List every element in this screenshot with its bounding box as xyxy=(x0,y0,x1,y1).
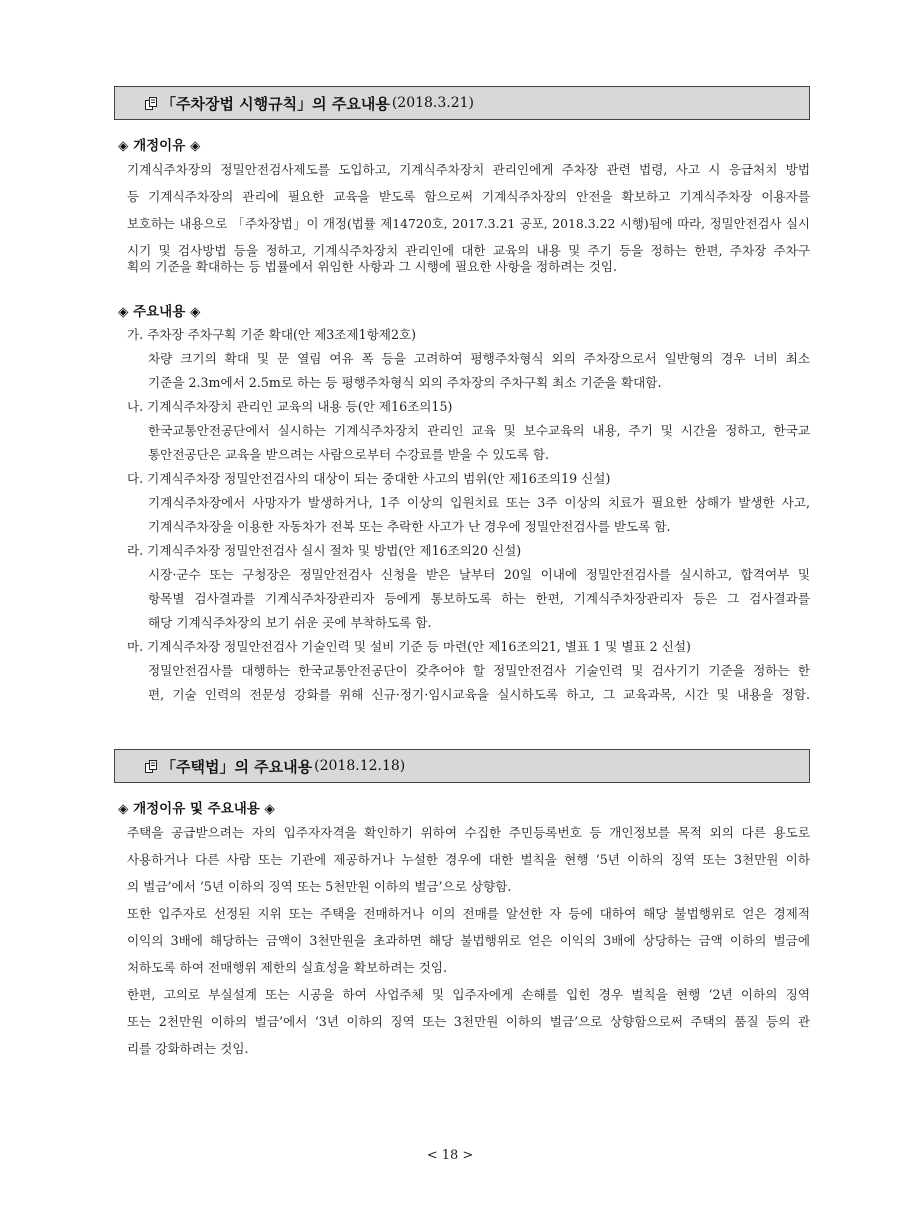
document-icon xyxy=(145,760,157,773)
content-item-line: 정밀안전검사를 대행하는 한국교통안전공단이 갖추어야 할 정밀안전검사 기술인력 및 검사기기 기준을 정하는 한 xyxy=(148,663,810,678)
reason-line: 획의 기준을 확대하는 등 법률에서 위임한 사항과 그 시행에 필요한 사항을 정하려는 것임. xyxy=(127,259,618,274)
content-item-title: 다. 기계식주차장 정밀안전검사의 대상이 되는 중대한 사고의 범위(안 제16조의19 신설) xyxy=(127,471,611,486)
section1-reason-heading: ◈ 개정이유 ◈ xyxy=(118,138,201,154)
section2-title-date: (2018.12.18) xyxy=(314,758,406,774)
content-item-line: 기계식주차장에서 사망자가 발생하거나, 1주 이상의 입원치료 또는 3주 이상의 치료가 필요한 상해가 발생한 사고, xyxy=(148,495,810,510)
section2-line: 사용하거나 다른 사람 또는 기관에 제공하거나 누설한 경우에 대한 벌칙을 현행 ‘5년 이하의 징역 또는 3천만원 이하 xyxy=(127,852,810,867)
reason-line: 등 기계식주차장의 관리에 필요한 교육을 받도록 함으로써 기계식주차장의 안전을 확보하고 기계식주차장 이용자를 xyxy=(127,189,810,204)
page-number: < 18 > xyxy=(426,1148,474,1163)
content-item-line: 항목별 검사결과를 기계식주차장관리자 등에게 통보하도록 하는 한편, 기계식주차장관리자 등은 그 검사결과를 xyxy=(148,591,810,606)
content-item-line: 편, 기술 인력의 전문성 강화를 위해 신규·정기·임시교육을 실시하도록 하고, 그 교육과목, 시간 및 내용을 정함. xyxy=(148,687,810,702)
document-icon xyxy=(145,97,157,110)
content-item-line: 통안전공단은 교육을 받으려는 사람으로부터 수강료를 받을 수 있도록 함. xyxy=(148,447,549,462)
reason-line: 기계식주차장의 정밀안전검사제도를 도입하고, 기계식주차장치 관리인에게 주차장 관련 법령, 사고 시 응급처치 방법 xyxy=(127,162,810,177)
section2-line: 주택을 공급받으려는 자의 입주자자격을 확인하기 위하여 수집한 주민등록번호 등 개인정보를 목적 외의 다른 용도로 xyxy=(127,825,810,840)
section1-title: 「주차장법 시행규칙」의 주요내용 xyxy=(161,94,390,113)
reason-line: 시기 및 검사방법 등을 정하고, 기계식주차장치 관리인에 대한 교육의 내용 및 주기 등을 정하는 한편, 주차장 주차구 xyxy=(127,243,810,258)
content-item-line: 차량 크기의 확대 및 문 열림 여유 폭 등을 고려하여 평행주차형식 외의 주차장으로서 일반형의 경우 너비 최소 xyxy=(148,351,810,366)
section2-line: 의 벌금’에서 ‘5년 이하의 징역 또는 5천만원 이하의 벌금’으로 상향함. xyxy=(127,879,512,894)
section2-heading: ◈ 개정이유 및 주요내용 ◈ xyxy=(118,801,275,817)
section2-line: 또는 2천만원 이하의 벌금’에서 ‘3년 이하의 징역 또는 3천만원 이하의 벌금’으로 상향함으로써 주택의 품질 등의 관 xyxy=(127,1014,810,1029)
content-item-title: 가. 주차장 주차구획 기준 확대(안 제3조제1항제2호) xyxy=(127,327,417,342)
section2-line: 한편, 고의로 부실설계 또는 시공을 하여 사업주체 및 입주자에게 손해를 입힌 경우 벌칙을 현행 ‘2년 이하의 징역 xyxy=(127,987,810,1002)
content-item-title: 마. 기계식주차장 정밀안전검사 기술인력 및 설비 기준 등 마련(안 제16조의21, 별표 1 및 별표 2 신설) xyxy=(127,639,691,654)
content-item-line: 시장·군수 또는 구청장은 정밀안전검사 신청을 받은 날부터 20일 이내에 정밀안전검사를 실시하고, 합격여부 및 xyxy=(148,567,810,582)
content-item-title: 나. 기계식주차장치 관리인 교육의 내용 등(안 제16조의15) xyxy=(127,399,453,414)
section2-line: 이익의 3배에 해당하는 금액이 3천만원을 초과하면 해당 불법행위로 얻은 이익의 3배에 상당하는 금액 이하의 벌금에 xyxy=(127,933,810,948)
section2-line: 또한 입주자로 선정된 지위 또는 주택을 전매하거나 이의 전매를 알선한 자 등에 대하여 해당 불법행위로 얻은 경제적 xyxy=(127,906,810,921)
content-item-line: 기계식주차장을 이용한 자동차가 전복 또는 추락한 사고가 난 경우에 정밀안전검사를 받도록 함. xyxy=(148,519,671,534)
content-item-line: 한국교통안전공단에서 실시하는 기계식주차장치 관리인 교육 및 보수교육의 내용, 주기 및 시간을 정하고, 한국교 xyxy=(148,423,810,438)
content-item-title: 라. 기계식주차장 정밀안전검사 실시 절차 및 방법(안 제16조의20 신설) xyxy=(127,543,522,558)
content-item-line: 해당 기계식주차장의 보기 쉬운 곳에 부착하도록 함. xyxy=(148,615,432,630)
reason-line: 보호하는 내용으로 「주차장법」이 개정(법률 제14720호, 2017.3.21 공포, 2018.3.22 시행)됨에 따라, 정밀안전검사 실시 xyxy=(127,216,810,231)
section1-contents-heading: ◈ 주요내용 ◈ xyxy=(118,304,201,320)
section1-title-date: (2018.3.21) xyxy=(391,95,475,111)
section2-title: 「주택법」의 주요내용 xyxy=(161,757,313,776)
section1-title-box xyxy=(114,86,810,120)
content-item-line: 기준을 2.3m에서 2.5m로 하는 등 평행주차형식 외의 주차장의 주차구획 최소 기준을 확대함. xyxy=(148,375,662,390)
section2-title-box xyxy=(114,749,810,783)
section2-line: 처하도록 하여 전매행위 제한의 실효성을 확보하려는 것임. xyxy=(127,960,447,975)
section2-line: 리를 강화하려는 것임. xyxy=(127,1041,249,1056)
